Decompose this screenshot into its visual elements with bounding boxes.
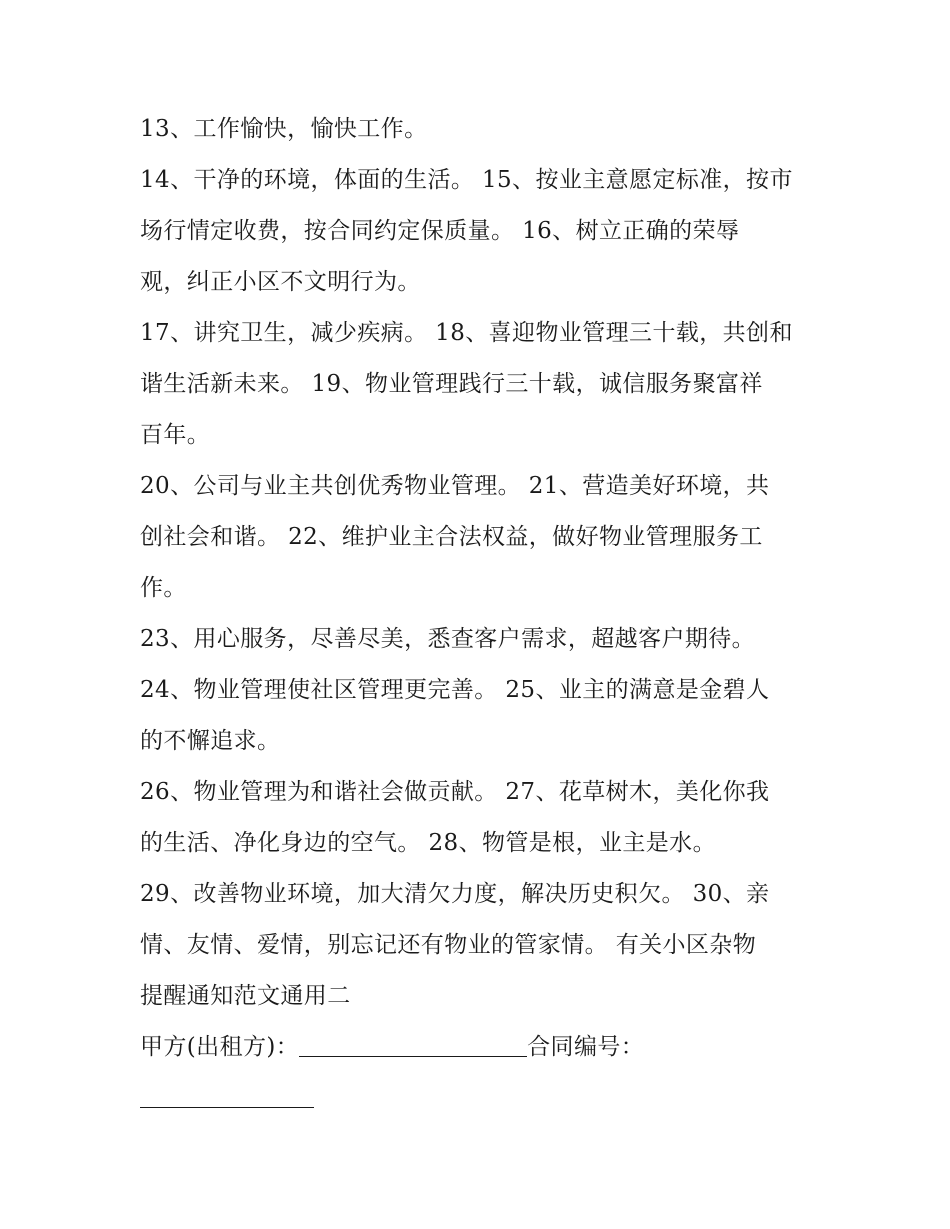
text-line: 20、公司与业主共创优秀物业管理。 21、营造美好环境，共 — [140, 473, 770, 499]
contract-no-label: 合同编号： — [527, 1034, 645, 1060]
party-a-blank — [299, 1034, 527, 1057]
party-a-label: 甲方(出租方)： — [140, 1034, 300, 1060]
text-line: 29、改善物业环境，加大清欠力度，解决历史积欠。 30、亲 — [140, 881, 770, 907]
text-line: 的不懈追求。 — [140, 728, 281, 754]
document-body — [140, 104, 820, 1124]
text-line: 17、讲究卫生，减少疾病。 18、喜迎物业管理三十载，共创和 — [140, 320, 793, 346]
contract-no-blank — [140, 1085, 314, 1108]
text-line: 23、用心服务，尽善尽美，悉查客户需求，超越客户期待。 — [140, 626, 756, 652]
text-line: 观，纠正小区不文明行为。 — [140, 269, 421, 295]
text-line: 创社会和谐。 22、维护业主合法权益，做好物业管理服务工 — [140, 524, 763, 550]
text-line: 场行情定收费，按合同约定保质量。 16、树立正确的荣辱 — [140, 218, 740, 244]
text-line: 26、物业管理为和谐社会做贡献。 27、花草树木，美化你我 — [140, 779, 770, 805]
text-line: 的生活、净化身边的空气。 28、物管是根，业主是水。 — [140, 830, 716, 856]
form-line-party-a — [140, 1022, 820, 1073]
text-line: 百年。 — [140, 422, 211, 448]
text-line: 14、干净的环境，体面的生活。 15、按业主意愿定标准，按市 — [140, 167, 793, 193]
text-line: 情、友情、爱情，别忘记还有物业的管家情。 有关小区杂物 — [140, 932, 757, 958]
form-line-contract-no — [140, 1073, 820, 1124]
text-line: 提醒通知范文通用二 — [140, 983, 351, 1009]
text-line: 谐生活新未来。 19、物业管理践行三十载，诚信服务聚富祥 — [140, 371, 763, 397]
text-line: 13、工作愉快，愉快工作。 — [140, 116, 428, 142]
text-line: 24、物业管理使社区管理更完善。 25、业主的满意是金碧人 — [140, 677, 770, 703]
text-line: 作。 — [140, 575, 187, 601]
